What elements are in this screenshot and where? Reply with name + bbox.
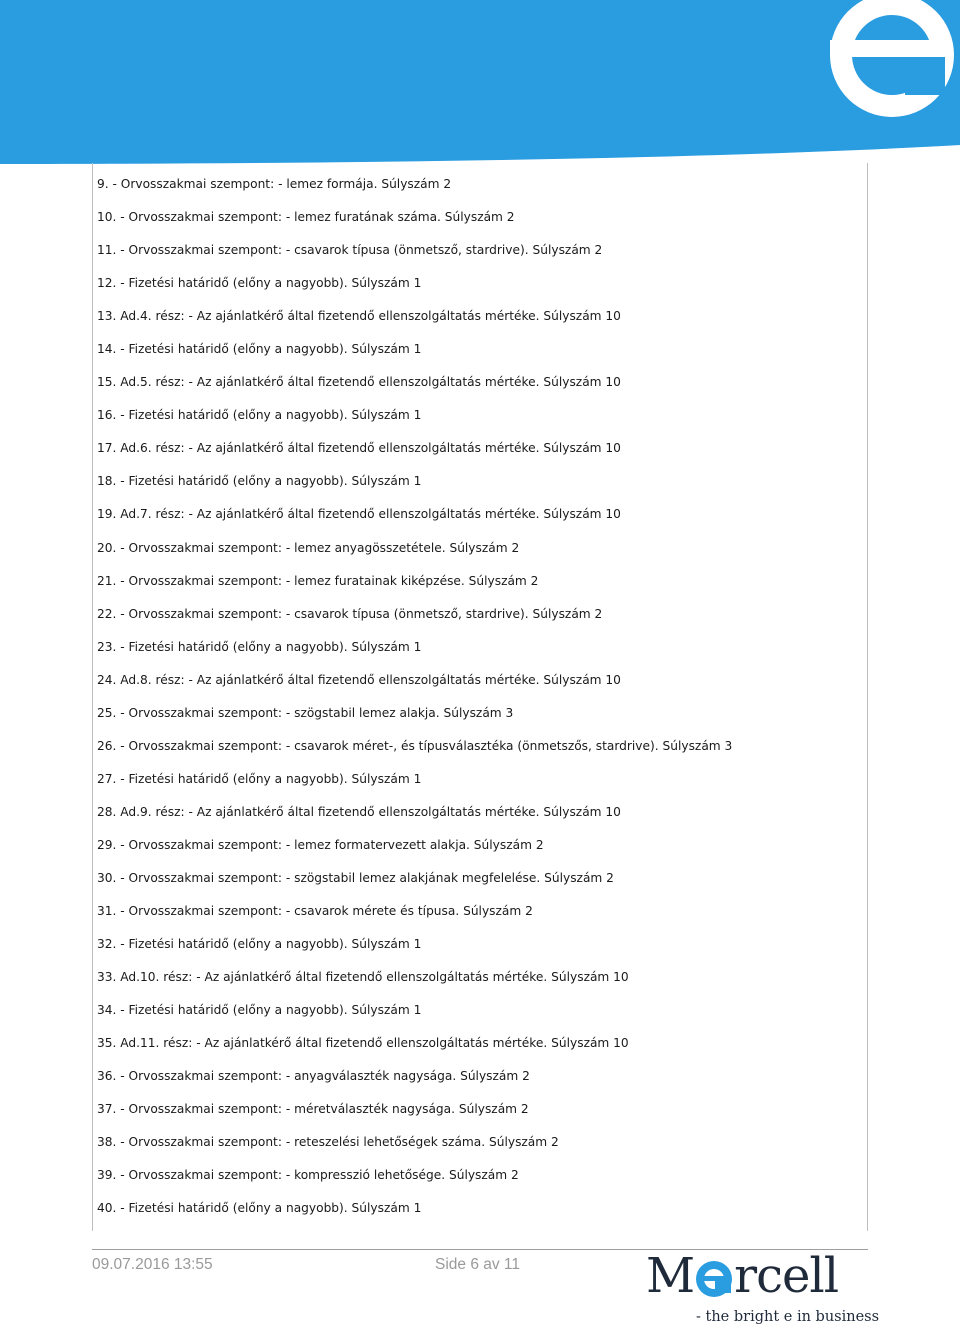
marcell-logo [640, 1248, 880, 1329]
list-item: 19. Ad.7. rész: - Az ajánlatkérő által fizetendő ellenszolgáltatás mértéke. Súlyszám 10 [97, 507, 621, 522]
list-item: 29. - Orvosszakmai szempont: - lemez formatervezett alakja. Súlyszám 2 [97, 837, 544, 852]
list-item: 15. Ad.5. rész: - Az ajánlatkérő által fizetendő ellenszolgáltatás mértéke. Súlyszám 10 [97, 375, 621, 390]
list-item: 16. - Fizetési határidő (előny a nagyobb). Súlyszám 1 [97, 408, 422, 423]
content-frame-right-line [867, 163, 868, 1231]
list-item: 33. Ad.10. rész: - Az ajánlatkérő által fizetendő ellenszolgáltatás mértéke. Súlyszám 10 [97, 970, 629, 985]
list-item: 17. Ad.6. rész: - Az ajánlatkérő által fizetendő ellenszolgáltatás mértéke. Súlyszám 10 [97, 441, 621, 456]
logo-wordmark [646, 1248, 838, 1304]
list-item: 38. - Orvosszakmai szempont: - reteszelési lehetőségek száma. Súlyszám 2 [97, 1135, 559, 1150]
logo-name-rest: rcell [734, 1248, 839, 1304]
list-item: 24. Ad.8. rész: - Az ajánlatkérő által fizetendő ellenszolgáltatás mértéke. Súlyszám 10 [97, 672, 621, 687]
list-item: 21. - Orvosszakmai szempont: - lemez furatainak kiképzése. Súlyszám 2 [97, 573, 539, 588]
list-item: 39. - Orvosszakmai szempont: - kompresszió lehetősége. Súlyszám 2 [97, 1168, 519, 1183]
list-item: 25. - Orvosszakmai szempont: - szögstabil lemez alakja. Súlyszám 3 [97, 705, 514, 720]
logo-letter-m: M [646, 1248, 695, 1304]
header-band-shape [0, 0, 960, 164]
header-banner [0, 0, 960, 165]
content-frame-left-line [92, 163, 93, 1231]
list-item: 22. - Orvosszakmai szempont: - csavarok típusa (önmetsző, stardrive). Súlyszám 2 [97, 606, 603, 621]
list-item: 12. - Fizetési határidő (előny a nagyobb). Súlyszám 1 [97, 276, 422, 291]
list-item: 37. - Orvosszakmai szempont: - méretválaszték nagysága. Súlyszám 2 [97, 1102, 529, 1117]
list-item: 32. - Fizetési határidő (előny a nagyobb). Súlyszám 1 [97, 937, 422, 952]
list-item: 31. - Orvosszakmai szempont: - csavarok mérete és típusa. Súlyszám 2 [97, 904, 533, 919]
logo-e-icon [695, 1260, 733, 1298]
list-item: 35. Ad.11. rész: - Az ajánlatkérő által fizetendő ellenszolgáltatás mértéke. Súlyszám 10 [97, 1036, 629, 1051]
logo-tagline: - the bright e in business [696, 1309, 880, 1325]
list-item: 10. - Orvosszakmai szempont: - lemez furatának száma. Súlyszám 2 [97, 210, 515, 225]
list-item: 13. Ad.4. rész: - Az ajánlatkérő által fizetendő ellenszolgáltatás mértéke. Súlyszám 10 [97, 309, 621, 324]
footer-date: 09.07.2016 13:55 [92, 1256, 213, 1273]
criteria-list [97, 174, 862, 1232]
list-item: 30. - Orvosszakmai szempont: - szögstabil lemez alakjának megfelelése. Súlyszám 2 [97, 870, 614, 885]
list-item: 34. - Fizetési határidő (előny a nagyobb). Súlyszám 1 [97, 1003, 422, 1018]
list-item: 9. - Orvosszakmai szempont: - lemez formája. Súlyszám 2 [97, 177, 452, 191]
list-item: 18. - Fizetési határidő (előny a nagyobb). Súlyszám 1 [97, 474, 422, 489]
list-item: 28. Ad.9. rész: - Az ajánlatkérő által fizetendő ellenszolgáltatás mértéke. Súlyszám 10 [97, 804, 621, 819]
list-item: 23. - Fizetési határidő (előny a nagyobb). Súlyszám 1 [97, 639, 422, 654]
list-item: 36. - Orvosszakmai szempont: - anyagválaszték nagysága. Súlyszám 2 [97, 1069, 530, 1084]
list-item: 40. - Fizetési határidő (előny a nagyobb). Súlyszám 1 [97, 1201, 422, 1216]
list-item: 14. - Fizetési határidő (előny a nagyobb). Súlyszám 1 [97, 342, 422, 357]
footer-page-number: Side 6 av 11 [435, 1256, 521, 1273]
list-item: 26. - Orvosszakmai szempont: - csavarok méret-, és típusválasztéka (önmetszős, stardrive). Súlyszám 3 [97, 738, 733, 753]
list-item: 27. - Fizetési határidő (előny a nagyobb). Súlyszám 1 [97, 771, 422, 786]
list-item: 11. - Orvosszakmai szempont: - csavarok típusa (önmetsző, stardrive). Súlyszám 2 [97, 243, 603, 258]
list-item: 20. - Orvosszakmai szempont: - lemez anyagösszetétele. Súlyszám 2 [97, 540, 520, 555]
